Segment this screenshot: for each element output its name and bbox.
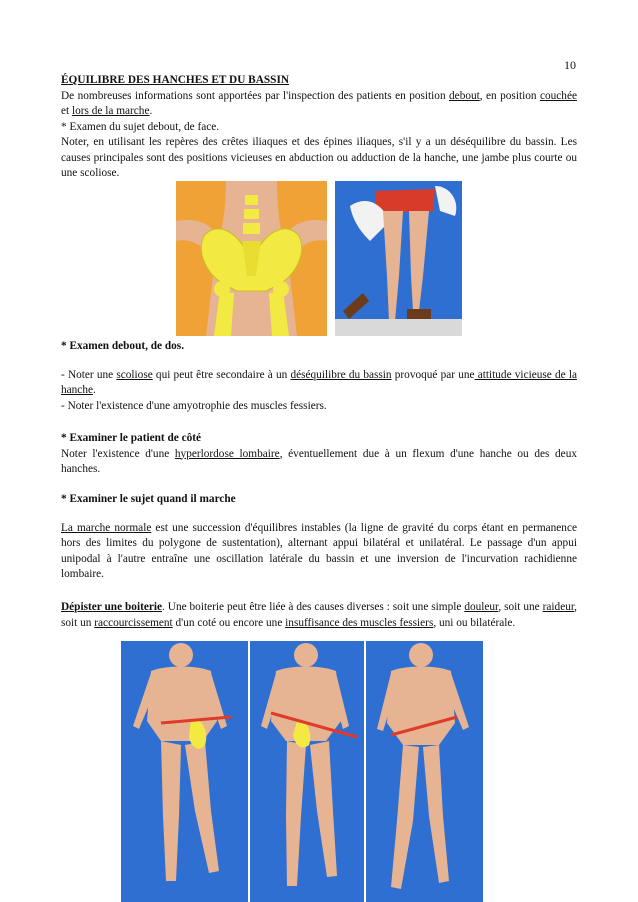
text: . [149, 105, 153, 117]
exam-front-line: * Examen du sujet debout, de face. [61, 120, 220, 133]
page-number: 10 [564, 58, 576, 72]
term-raccourcissement: raccourcissement [94, 616, 173, 629]
term-raideur: raideur [542, 601, 575, 613]
section-title-limp: Dépister une boiterie [61, 601, 163, 613]
torso [147, 667, 217, 742]
floor [335, 319, 462, 336]
text: , éventuellement due à un flexum d'une hanche ou des deux hanches. [61, 447, 577, 475]
text: Noter l'existence d'une [61, 447, 175, 460]
text: et [61, 105, 72, 117]
term-marche: lors de la marche [71, 105, 150, 117]
section-exam-back [61, 339, 577, 414]
term-debout: debout [449, 89, 480, 102]
text: d'un coté ou encore une [172, 616, 286, 629]
section-title-exam-back: * Examen debout, de dos. [61, 340, 185, 352]
hyperlordose-paragraph [61, 447, 577, 478]
term-desequilibre: déséquilibre du bassin [290, 368, 392, 381]
head [169, 643, 193, 667]
section-title-hip-balance: ÉQUILIBRE DES HANCHES ET DU BASSIN [61, 74, 289, 86]
text: . [93, 384, 96, 396]
text: - Noter une [61, 368, 117, 381]
term-attitude-vicieuse: attitude vicieuse de la hanche [61, 368, 577, 396]
figure-pelvis-front [176, 181, 327, 336]
text: De nombreuses informations sont apportées par l'inspection des patients en position [61, 89, 450, 102]
intro-paragraph [61, 89, 577, 120]
term-couchee: couchée [539, 89, 577, 102]
section-hip-balance [61, 73, 577, 182]
vertebra-2 [244, 209, 259, 219]
text: qui peut être secondaire à un [152, 368, 291, 381]
femoral-head-right [273, 281, 289, 297]
scoliose-line [61, 368, 577, 399]
term-insuffisance-fessiers: insuffisance des muscles fessiers [285, 616, 434, 629]
figure-walking-limp [121, 641, 483, 902]
text: provoqué par une [391, 368, 475, 381]
vertebra-1 [245, 195, 258, 205]
section-exam-side [61, 431, 577, 478]
head [294, 643, 318, 667]
pelvis-balance-paragraph: Noter, en utilisant les repères des crêtes iliaques et des épines iliaques, s'il y a un déséquilibre du bassin. Les causes principales sont des positions vicieuses en abduction ou adduction de la hanche, une jambe plus courte ou une scoliose. [61, 136, 577, 179]
term-scoliose: scoliose [116, 368, 153, 381]
text: est une succession d'équilibres instables (la ligne de gravité du corps étant en permanence hors des limites du polygone de sustentation), alternant appui bilatéral et unilatéral. Le passage d'un appui unipodal à l'autre entraîne une oscillation latérale du bassin et une inversion de l'incurvation rachidienne lombaire. [61, 521, 577, 580]
section-walking [61, 492, 577, 583]
red-shorts [375, 189, 435, 213]
vertebra-3 [243, 223, 260, 234]
pelvis-illustration [176, 181, 327, 336]
text: , soit un [61, 601, 577, 629]
section-title-walking: * Examiner le sujet quand il marche [61, 493, 236, 505]
walking-paragraph [61, 521, 577, 583]
amyotrophie-line: - Noter l'existence d'une amyotrophie des muscles fessiers. [61, 399, 327, 412]
text: , uni ou bilatérale. [433, 616, 516, 629]
section-limp [61, 600, 577, 631]
term-marche-normale: La marche normale [61, 521, 152, 534]
term-douleur: douleur [464, 601, 499, 613]
walking-illustration [121, 641, 483, 902]
leg-length-illustration [335, 181, 462, 336]
text: . Une boiterie peut être liée à des causes diverses : soit une simple [162, 601, 465, 613]
figure-standing-leg-length [335, 181, 462, 336]
femoral-head-left [214, 281, 230, 297]
head [409, 643, 433, 667]
limp-paragraph [61, 600, 577, 631]
term-hyperlordose: hyperlordose lombaire [174, 447, 280, 460]
text: , en position [479, 89, 540, 102]
text: , soit une [498, 601, 543, 613]
section-title-exam-side: * Examiner le patient de côté [61, 432, 202, 444]
